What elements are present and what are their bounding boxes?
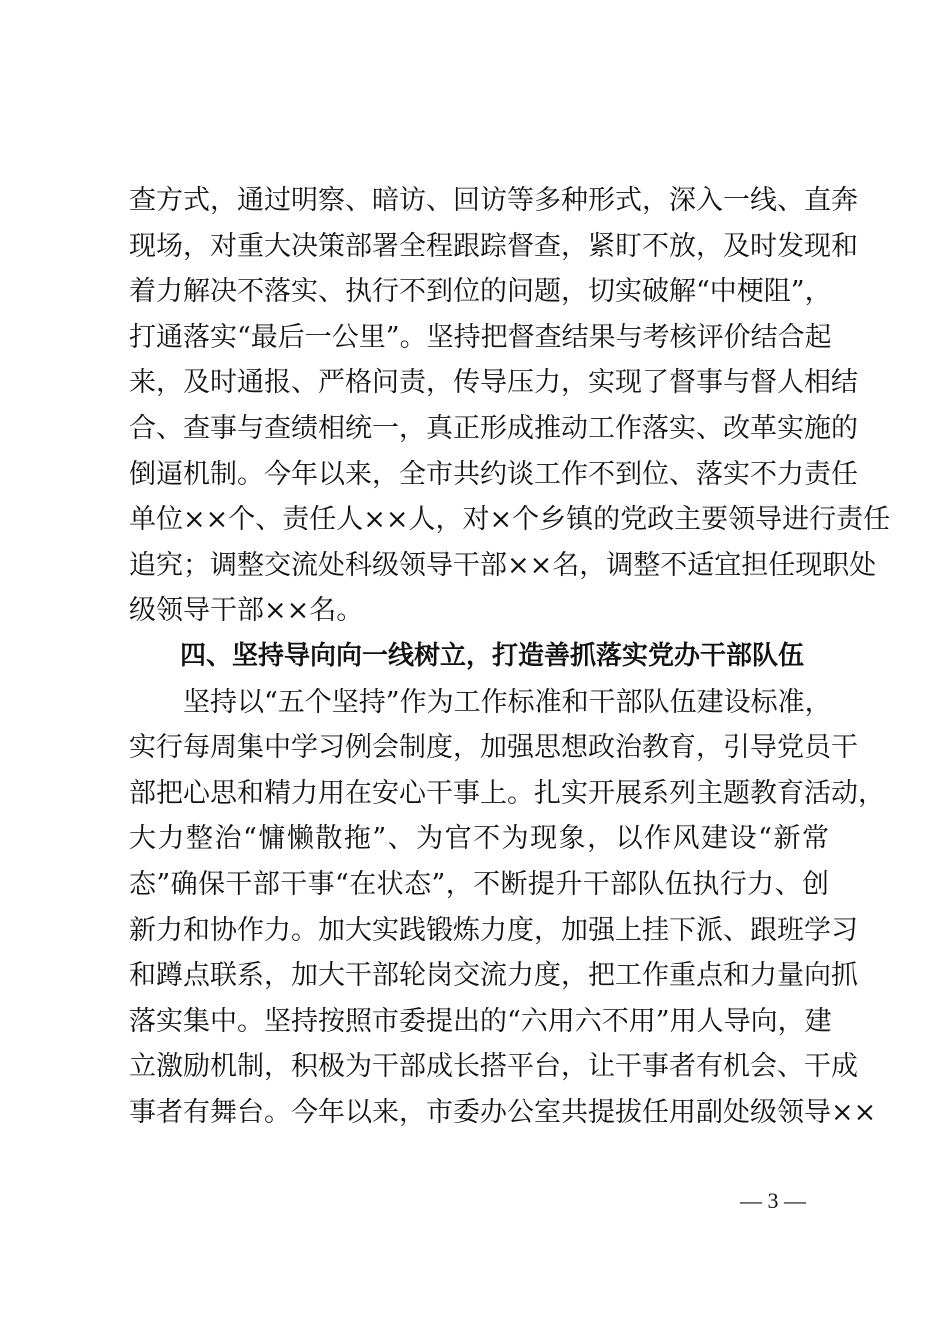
paragraph-1-line: 合、查事与查绩相统一，真正形成推动工作落实、改革实施的 bbox=[129, 412, 858, 444]
paragraph-2-line: 部把心思和精力用在安心干事上。扎实开展系列主题教育活动， bbox=[129, 777, 885, 809]
paragraph-2-line: 大力整治“慵懒散拖”、为官不为现象，以作风建设“新常 bbox=[129, 823, 829, 855]
paragraph-1-line: 来，及时通报、严格问责，传导压力，实现了督事与督人相结 bbox=[129, 367, 858, 399]
paragraph-1-line: 级领导干部××名。 bbox=[129, 595, 364, 627]
paragraph-2-line: 新力和协作力。加大实践锻炼力度，加强上挂下派、跟班学习 bbox=[129, 914, 858, 946]
paragraph-1-line: 倒逼机制。今年以来，全市共约谈工作不到位、落实不力责任 bbox=[129, 458, 858, 490]
paragraph-2-line: 落实集中。坚持按照市委提出的“六用六不用”用人导向，建 bbox=[129, 1005, 832, 1037]
paragraph-1-line: 现场，对重大决策部署全程跟踪督查，紧盯不放，及时发现和 bbox=[129, 230, 858, 262]
paragraph-1-line: 单位××个、责任人××人，对×个乡镇的党政主要领导进行责任 bbox=[129, 504, 891, 536]
paragraph-2-line: 实行每周集中学习例会制度，加强思想政治教育，引导党员干 bbox=[129, 732, 858, 764]
paragraph-2-line: 事者有舞台。今年以来，市委办公室共提拔任用副处级领导×× bbox=[129, 1096, 877, 1128]
page-number: — 3 — bbox=[740, 1188, 806, 1213]
paragraph-2-line: 立激励机制，积极为干部成长搭平台，让干事者有机会、干成 bbox=[129, 1051, 858, 1083]
paragraph-1-line: 着力解决不落实、执行不到位的问题，切实破解“中梗阻”， bbox=[129, 276, 832, 308]
paragraph-1-line: 追究；调整交流处科级领导干部××名，调整不适宜担任现职处 bbox=[129, 549, 877, 581]
paragraph-2-line: 坚持以“五个坚持”作为工作标准和干部队伍建设标准， bbox=[183, 686, 832, 718]
paragraph-1-line: 打通落实“最后一公里”。坚持把督查结果与考核评价结合起 bbox=[129, 321, 832, 353]
paragraph-2-line: 和蹲点联系，加大干部轮岗交流力度，把工作重点和力量向抓 bbox=[129, 960, 858, 992]
section-heading: 四、坚持导向向一线树立，打造善抓落实党办干部队伍 bbox=[180, 640, 805, 671]
paragraph-1-line: 查方式，通过明察、暗访、回访等多种形式，深入一线、直奔 bbox=[129, 185, 858, 216]
document-body bbox=[129, 178, 891, 1135]
paragraph-2-line: 态”确保干部干事“在状态”，不断提升干部队伍执行力、创 bbox=[129, 868, 829, 900]
